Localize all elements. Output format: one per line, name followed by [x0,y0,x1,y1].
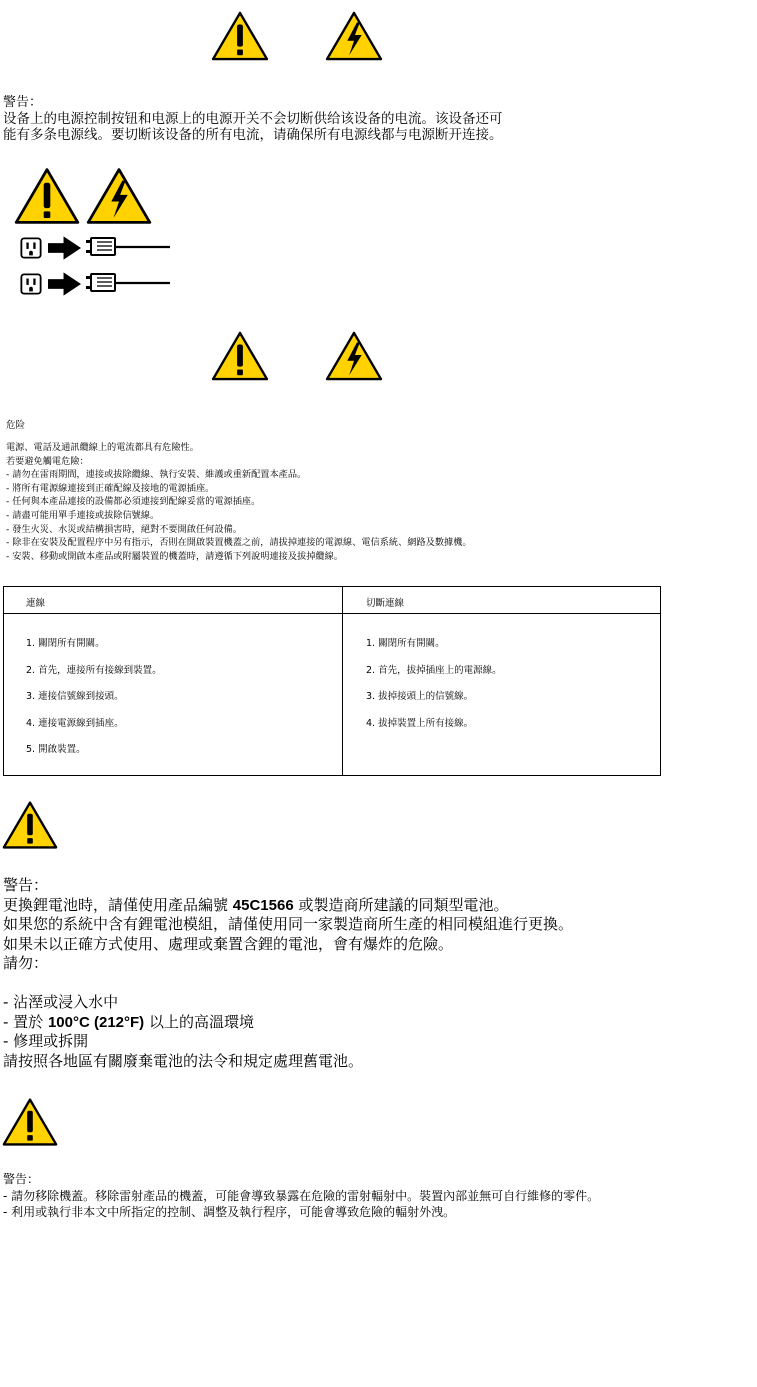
danger-text [6,441,746,563]
connect-step: 1. 關閉所有開關。 [26,638,105,649]
battery-item: - 沾溼或浸入水中 [3,993,119,1011]
danger-line: - 發生火災、水災或結構損害時，絕對不要開啟任何設備。 [6,523,242,535]
connect-step: 4. 連接電源線到插座。 [26,717,124,729]
battery-item: - 修理或拆開 [3,1032,89,1050]
connect-steps [26,631,162,764]
battery-text: - 置於 [3,1012,48,1031]
power-plug-icon [84,273,170,293]
disconnect-step: 4. 拔掉裝置上所有接線。 [366,717,474,729]
power-plug-icon [84,237,170,257]
warning-triangle-icon [14,167,80,225]
danger-line: - 將所有電源線連接到正確配線及接地的電源插座。 [6,482,215,494]
danger-line: - 任何與本產品連接的設備都必須連接到配線妥當的電源插座。 [6,496,261,508]
battery-caution [3,876,753,1071]
danger-line: 電源、電話及通訊纜線上的電流都具有危險性。 [6,442,199,453]
danger-line: - 請勿在雷雨期間，連接或拔除纜線、執行安裝、維護或重新配置本產品。 [6,469,307,481]
disconnect-step: 3. 拔掉接頭上的信號線。 [366,691,474,702]
battery-line [3,896,753,916]
battery-line: 如果您的系統中含有鋰電池模組，請僅使用同一家製造商所生產的相同模組進行更換。 [3,915,574,933]
connect-step: 5. 開啟裝置。 [26,744,86,755]
laser-line: - 請勿移除機蓋。移除雷射產品的機蓋，可能會導致暴露在危險的雷射輻射中。裝置內部並無可自行維修的零件。 [3,1188,600,1203]
laser-line: - 利用或執行非本文中所指定的控制、調整及執行程序，可能會導致危險的輻射外洩。 [3,1205,456,1219]
power-outlet-icon [20,237,42,259]
power-outlet-icon [20,273,42,295]
warning-triangle-icon [2,1097,58,1147]
danger-line: - 除非在安裝及配置程序中另有指示，否則在開啟裝置機蓋之前，請拔掉連接的電源線、電信系統、網路及數據機。 [6,537,472,549]
warning-triangle-icon [2,800,58,850]
electrical-hazard-icon [86,167,152,225]
battery-text: 以上的高溫環境 [144,1012,254,1031]
battery-text: 或製造商所建議的同類型電池。 [293,895,509,914]
warning-triangle-icon [211,11,269,61]
battery-text: 更換鋰電池時，請僅使用產品編號 [3,895,233,914]
disconnect-step: 1. 關閉所有開關。 [366,638,445,649]
arrow-right-icon [48,236,81,260]
battery-item [3,1013,753,1033]
electrical-hazard-icon [325,11,383,61]
disconnect-step: 2. 首先，拔掉插座上的電源線。 [366,664,502,676]
battery-heading: 警告： [3,876,49,894]
danger-line: 若要避免觸電危險： [6,455,89,467]
connect-column-header: 連線 [26,598,46,609]
disconnect-steps [366,631,502,737]
temperature-value: 100°C (212°F) [47,1013,145,1031]
caution-text [3,111,623,143]
danger-heading: 危险 [6,420,26,431]
caution-line: 设备上的电源控制按钮和电源上的电源开关不会切断供给该设备的电流。该设备还可 [3,111,503,127]
battery-line: 如果未以正確方式使用、處理或棄置含鋰的電池，會有爆炸的危險。 [3,934,454,953]
connect-step: 3. 連接信號線到接頭。 [26,691,124,702]
danger-line: - 請盡可能用單手連接或拔除信號線。 [6,509,160,521]
danger-line: - 安裝、移動或開啟本產品或附屬裝置的機蓋時，請遵循下列說明連接及拔掉纜線。 [6,550,343,562]
arrow-right-icon [48,272,81,296]
cable-connection-table [3,586,661,776]
caution-heading: 警告： [3,95,43,110]
electrical-hazard-icon [325,331,383,381]
warning-triangle-icon [211,331,269,381]
caution-line: 能有多条电源线。要切断该设备的所有电流，请确保所有电源线都与电源断开连接。 [3,127,503,143]
part-number: 45C1566 [232,896,294,914]
disconnect-column-header: 切斷連線 [366,598,405,609]
battery-line: 請按照各地區有關廢棄電池的法令和規定處理舊電池。 [3,1051,364,1070]
battery-line: 請勿： [3,954,49,972]
connect-step: 2. 首先，連接所有接線到裝置。 [26,664,162,676]
laser-caution [3,1171,757,1221]
laser-heading: 警告： [3,1172,40,1186]
